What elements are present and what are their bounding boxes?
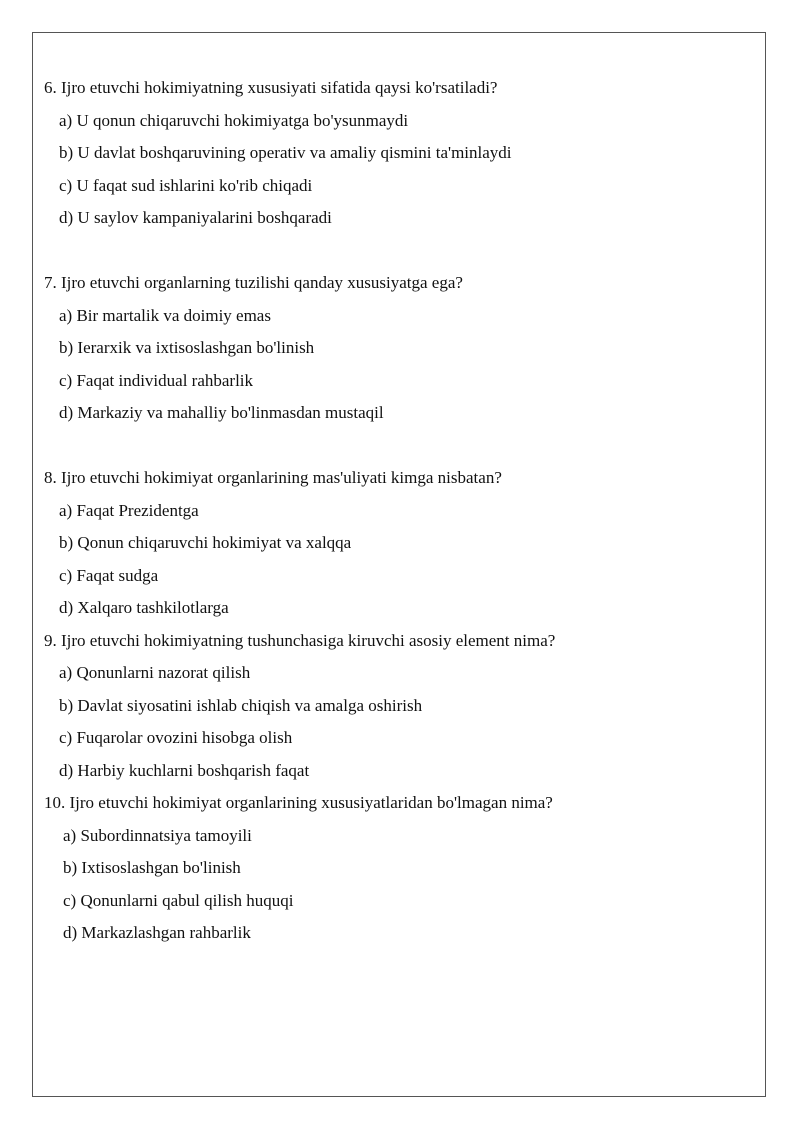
option-c: c) Faqat individual rahbarlik bbox=[59, 370, 254, 390]
question-text: 6. Ijro etuvchi hokimiyatning xususiyati sifatida qaysi ko'rsatiladi? bbox=[44, 78, 498, 97]
spacer bbox=[44, 430, 734, 463]
option-c: c) U faqat sud ishlarini ko'rib chiqadi bbox=[59, 175, 313, 195]
question-10 bbox=[44, 787, 734, 950]
option-b: b) Qonun chiqaruvchi hokimiyat va xalqqa bbox=[59, 533, 352, 552]
question-9 bbox=[44, 625, 734, 788]
option-c: c) Fuqarolar ovozini hisobga olish bbox=[59, 728, 293, 747]
option-d: d) Harbiy kuchlarni boshqarish faqat bbox=[59, 760, 310, 780]
question-text: 10. Ijro etuvchi hokimiyat organlarining xususiyatlaridan bo'lmagan nima? bbox=[44, 793, 553, 812]
question-text: 9. Ijro etuvchi hokimiyatning tushunchasiga kiruvchi asosiy element nima? bbox=[44, 630, 556, 650]
question-text: 8. Ijro etuvchi hokimiyat organlarining mas'uliyati kimga nisbatan? bbox=[44, 468, 502, 487]
spacer bbox=[44, 235, 734, 268]
option-d: d) Markaziy va mahalliy bo'linmasdan mustaqil bbox=[59, 403, 384, 422]
option-a: a) Faqat Prezidentga bbox=[59, 500, 199, 520]
question-8 bbox=[44, 462, 734, 625]
option-d: d) U saylov kampaniyalarini boshqaradi bbox=[59, 208, 332, 227]
option-b: b) Ixtisoslashgan bo'linish bbox=[63, 858, 241, 877]
option-a: a) Subordinnatsiya tamoyili bbox=[63, 825, 252, 845]
question-text: 7. Ijro etuvchi organlarning tuzilishi qanday xususiyatga ega? bbox=[44, 273, 463, 292]
option-b: b) U davlat boshqaruvining operativ va amaliy qismini ta'minlaydi bbox=[59, 143, 512, 162]
option-b: b) Davlat siyosatini ishlab chiqish va amalga oshirish bbox=[59, 695, 423, 715]
option-a: a) Qonunlarni nazorat qilish bbox=[59, 663, 251, 682]
question-6 bbox=[44, 72, 734, 235]
option-b: b) Ierarxik va ixtisoslashgan bo'linish bbox=[59, 338, 315, 357]
quiz-content bbox=[44, 72, 734, 950]
option-a: a) U qonun chiqaruvchi hokimiyatga bo'ysunmaydi bbox=[59, 110, 409, 130]
option-d: d) Markazlashgan rahbarlik bbox=[63, 923, 251, 942]
option-c: c) Faqat sudga bbox=[59, 565, 159, 585]
option-a: a) Bir martalik va doimiy emas bbox=[59, 305, 271, 325]
question-7 bbox=[44, 267, 734, 430]
option-d: d) Xalqaro tashkilotlarga bbox=[59, 598, 229, 617]
option-c: c) Qonunlarni qabul qilish huquqi bbox=[63, 890, 294, 910]
